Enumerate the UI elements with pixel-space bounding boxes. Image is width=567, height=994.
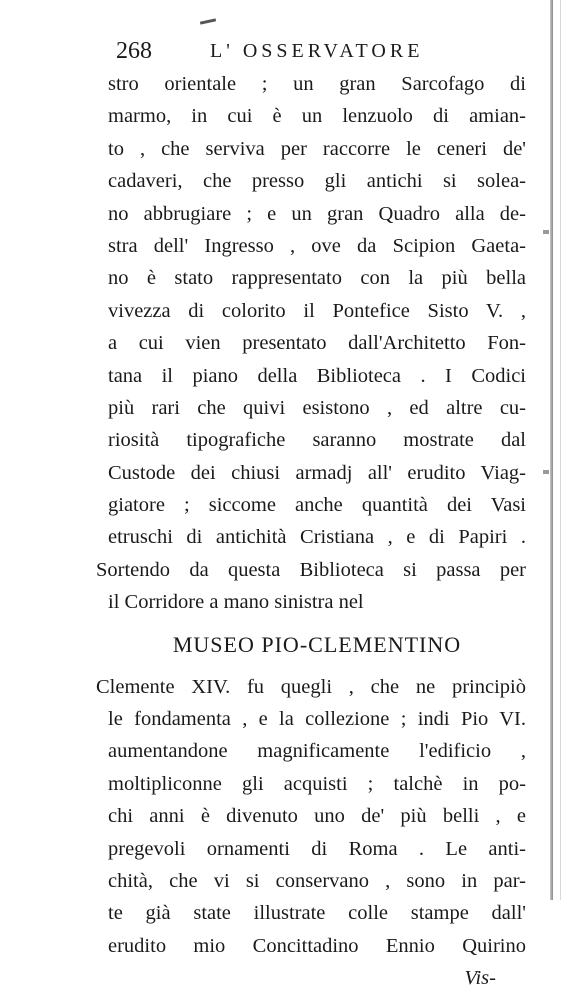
text-line: giatore ; siccome anche quantità dei Vasi [108, 494, 526, 517]
text-line: le fondamenta , e la collezione ; indi Pio VI. [108, 708, 526, 731]
text-line: aumentandone magnificamente l'edificio , [108, 740, 526, 763]
text-line: etruschi di antichità Cristiana , e di Papiri . [108, 526, 526, 549]
text-line: Clemente XIV. fu quegli , che ne principiò [96, 675, 526, 698]
text-line: no abbrugiare ; e un gran Quadro alla de- [108, 202, 526, 225]
text-line: chità, che vi si conservano , sono in par- [108, 869, 526, 892]
text-line: moltipliconne gli acquisti ; talchè in po- [108, 772, 526, 795]
text-line: Custode dei chiusi armadj all' erudito Viag- [108, 461, 526, 484]
text-line: riosità tipografiche saranno mostrate dal [108, 429, 526, 452]
page-edge-inner [560, 0, 561, 900]
page-number: 268 [116, 38, 152, 64]
text-line: stro orientale ; un gran Sarcofago di [108, 73, 526, 95]
text-line: chi anni è divenuto uno de' più belli , e [108, 805, 526, 828]
section-heading: MUSEO PIO-CLEMENTINO [172, 631, 462, 657]
text-line: no è stato rappresentato con la più bella [108, 267, 526, 290]
page-header [116, 34, 516, 68]
section-continued-text [96, 68, 526, 619]
text-line: a cui vien presentato dall'Architetto Fon- [108, 332, 526, 355]
text-line: pregevoli ornamenti di Roma . Le anti- [108, 837, 526, 860]
text-line: tana il piano della Biblioteca . I Codici [108, 364, 526, 387]
text-line: vivezza di colorito il Pontefice Sisto V. , [108, 299, 526, 322]
text-line: marmo, in cui è un lenzuolo di amian- [108, 105, 526, 128]
catchword: Vis- [464, 967, 496, 990]
text-line: to , che serviva per raccorre le ceneri de' [108, 137, 526, 160]
running-title: L' OSSERVATORE [210, 40, 424, 62]
text-line: il Corridore a mano sinistra nel [108, 591, 364, 614]
text-line: te già state illustrate colle stampe dall' [108, 902, 526, 925]
ink-mark [200, 18, 216, 24]
section-museo-text [96, 671, 526, 963]
text-line: stra dell' Ingresso , ove da Scipion Gaeta- [108, 234, 526, 257]
page-edge [550, 0, 553, 900]
text-line: Sortendo da questa Biblioteca si passa per [96, 558, 526, 581]
text-line: erudito mio Concittadino Ennio Quirino [108, 934, 526, 957]
margin-mark [543, 470, 549, 474]
body-text [96, 68, 526, 994]
text-line: cadaveri, che presso gli antichi si solea- [108, 170, 526, 193]
margin-mark [543, 230, 549, 234]
text-line: più rari che quivi esistono , ed altre cu- [108, 396, 526, 419]
